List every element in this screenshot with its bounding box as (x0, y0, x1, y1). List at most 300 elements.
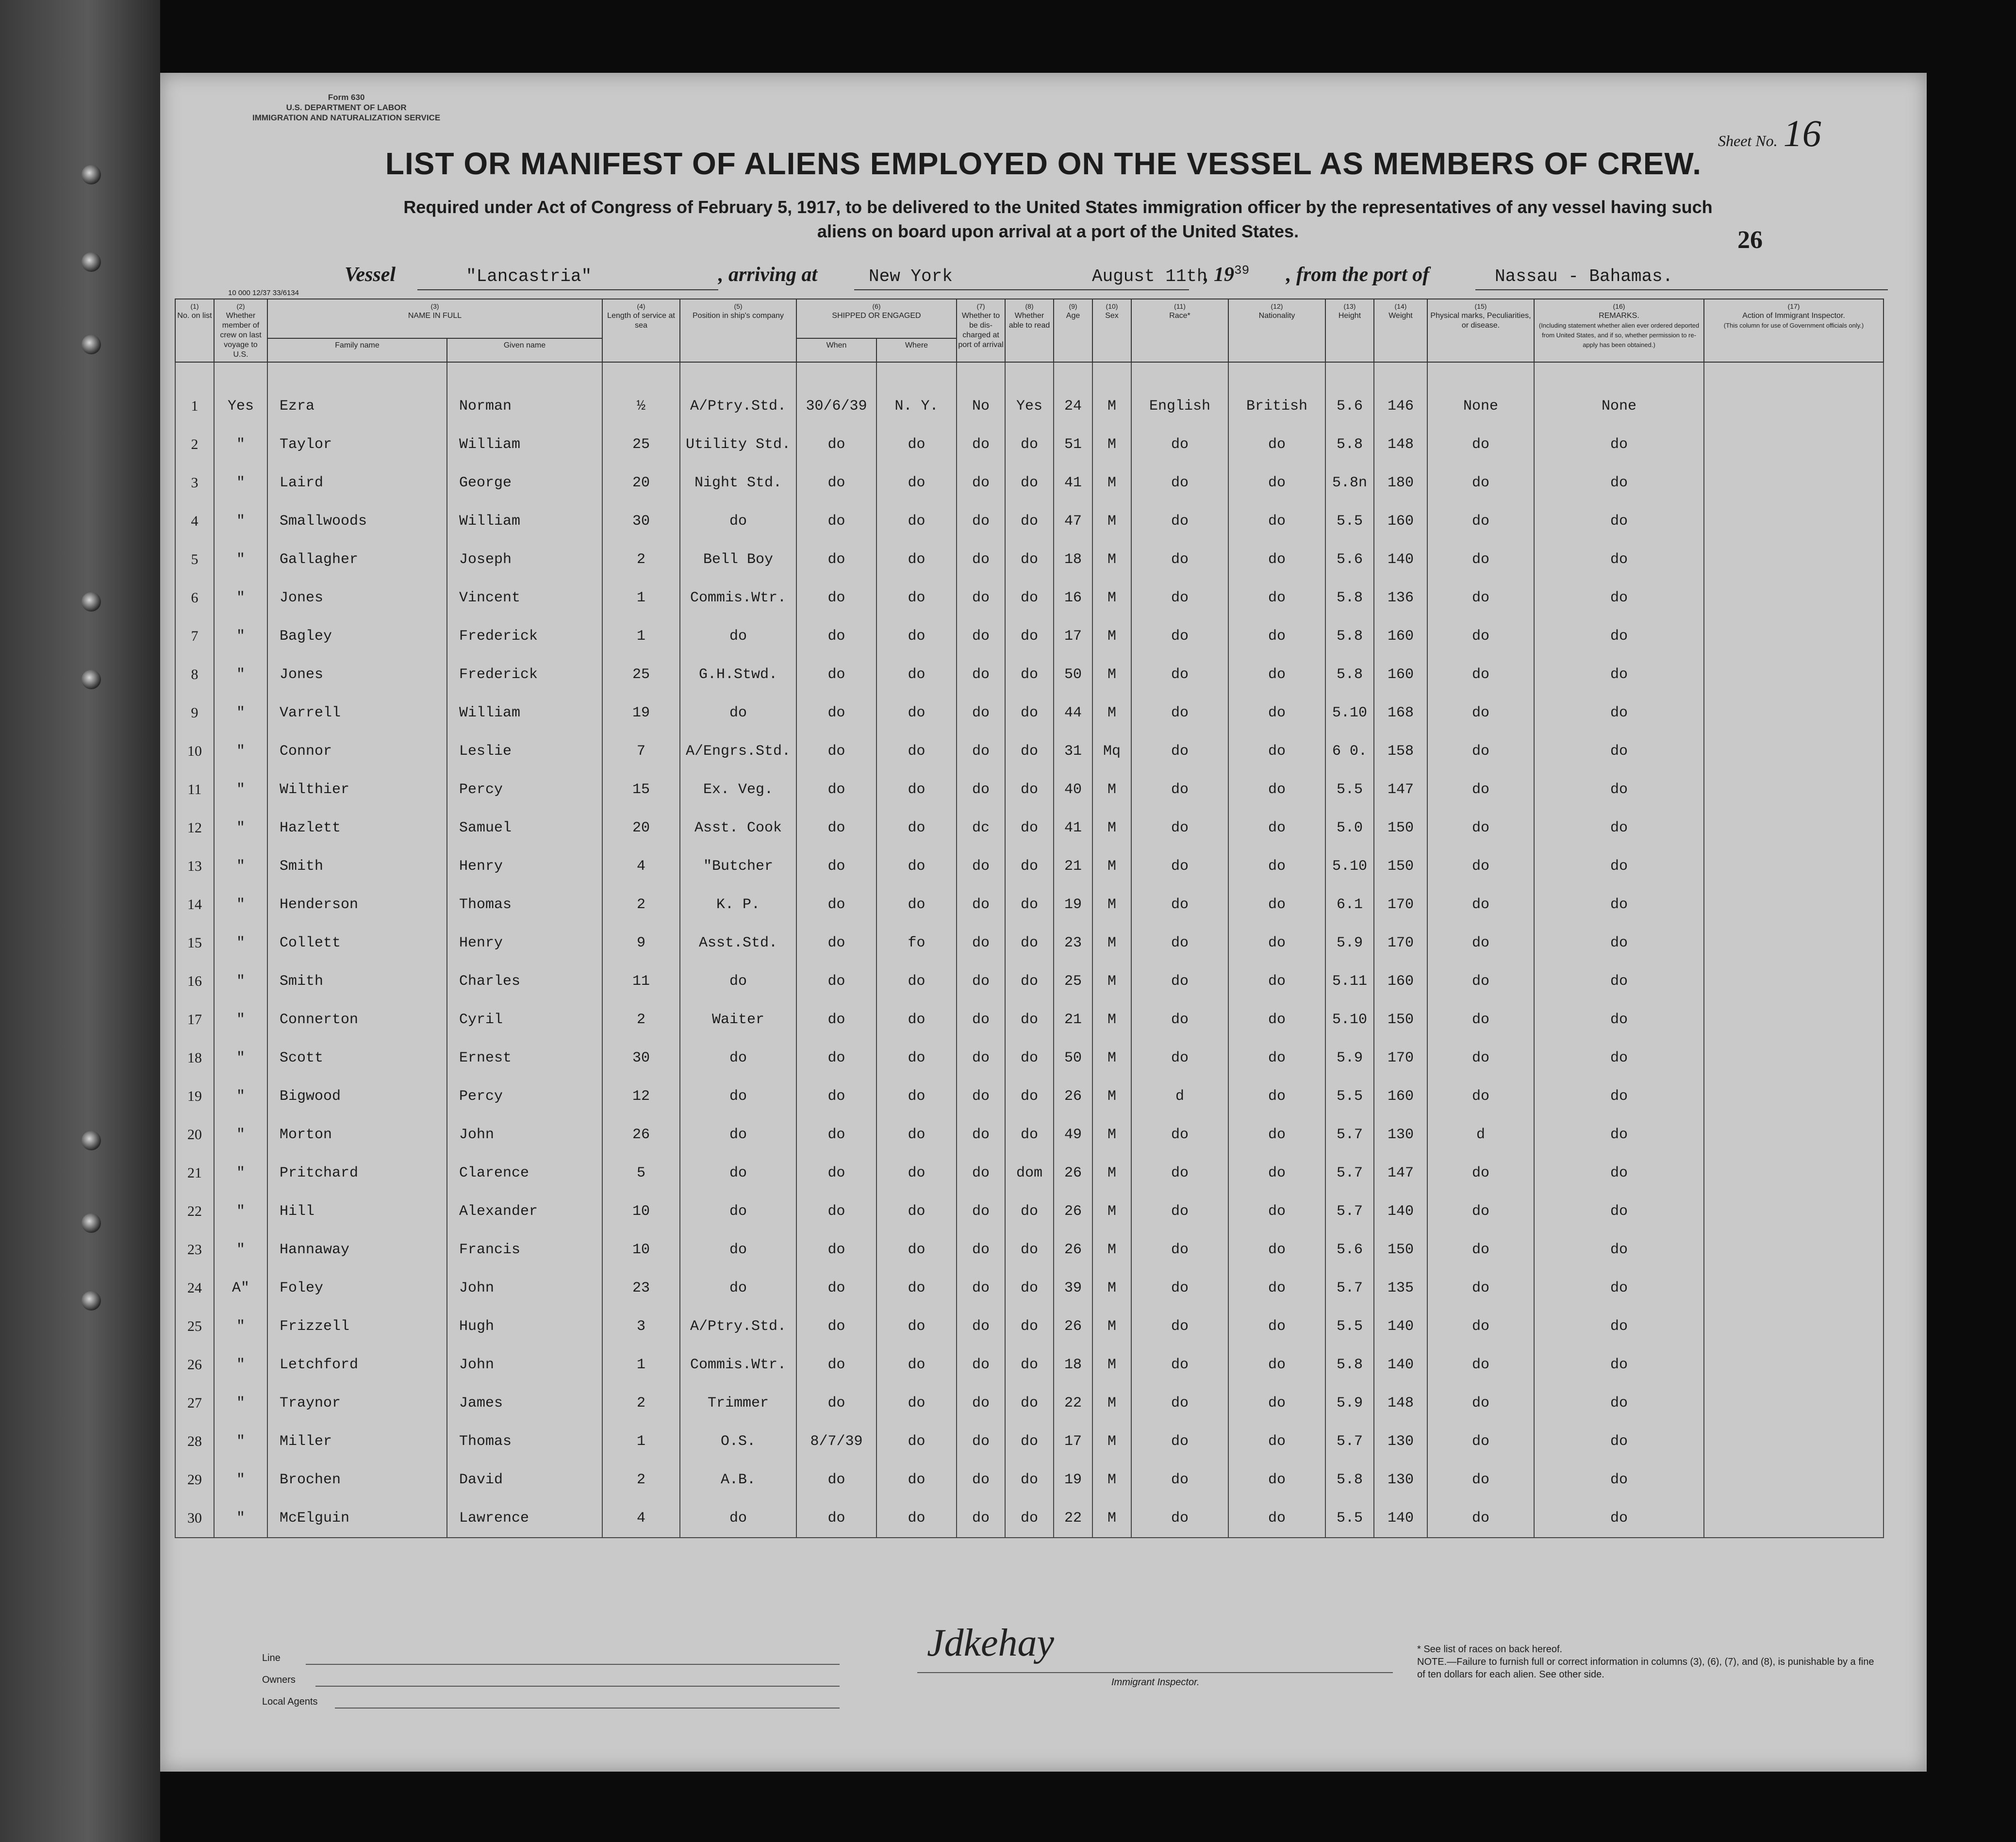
cell-sex: M (1092, 1422, 1131, 1460)
cell-inspector-action (1704, 770, 1884, 809)
cell-inspector-action (1704, 1115, 1884, 1154)
cell-nationality: do (1228, 1422, 1325, 1460)
subtitle-line-2: aliens on board upon arrival at a port of the United States. (817, 221, 1299, 241)
cell-given-name: William (447, 502, 602, 540)
cell-shipped-where: do (876, 1307, 957, 1345)
cell-nationality: do (1228, 770, 1325, 809)
cell-able-to-read: do (1005, 1384, 1054, 1422)
owners-label: Owners (262, 1675, 296, 1685)
cell-inspector-action (1704, 1230, 1884, 1269)
cell-shipped-when: do (796, 617, 876, 655)
cell-inspector-action (1704, 1422, 1884, 1460)
cell-able-to-read: do (1005, 540, 1054, 579)
cell-height: 5.10 (1325, 1000, 1374, 1039)
cell-previous-voyage: " (214, 1460, 267, 1499)
cell-position: do (680, 502, 796, 540)
cell-physical-marks: do (1427, 847, 1534, 885)
cell-age: 22 (1054, 1499, 1092, 1538)
cell-weight: 160 (1374, 1077, 1427, 1115)
cell-family-name: McElguin (267, 1499, 447, 1538)
cell-position: Ex. Veg. (680, 770, 796, 809)
cell-height: 5.7 (1325, 1422, 1374, 1460)
cell-given-name: John (447, 1115, 602, 1154)
cell-given-name: Hugh (447, 1307, 602, 1345)
cell-weight: 150 (1374, 847, 1427, 885)
cell-weight: 146 (1374, 387, 1427, 425)
cell-nationality: do (1228, 655, 1325, 694)
cell-position: O.S. (680, 1422, 796, 1460)
cell-row-number: 21 (175, 1154, 214, 1192)
cell-nationality: do (1228, 1230, 1325, 1269)
cell-able-to-read: do (1005, 579, 1054, 617)
col-header-discharged: (7) Whether to be dis-charged at port of arrival (957, 299, 1005, 362)
cell-physical-marks: do (1427, 464, 1534, 502)
cell-sex: M (1092, 924, 1131, 962)
cell-shipped-when: do (796, 1039, 876, 1077)
cell-remarks: do (1534, 1192, 1704, 1230)
cell-given-name: Francis (447, 1230, 602, 1269)
cell-sex: M (1092, 1345, 1131, 1384)
cell-given-name: Thomas (447, 885, 602, 924)
cell-shipped-when: do (796, 924, 876, 962)
cell-physical-marks: do (1427, 1269, 1534, 1307)
cell-sex: Mq (1092, 732, 1131, 770)
cell-service-length: 2 (602, 1000, 680, 1039)
cell-weight: 136 (1374, 579, 1427, 617)
cell-service-length: 23 (602, 1269, 680, 1307)
cell-given-name: Leslie (447, 732, 602, 770)
arrival-date: August 11th (1092, 266, 1207, 286)
cell-race: do (1131, 1384, 1228, 1422)
cell-previous-voyage: " (214, 1154, 267, 1192)
cell-height: 5.9 (1325, 924, 1374, 962)
cell-discharged: do (957, 962, 1005, 1000)
col-header-given-name: Given name (447, 338, 602, 362)
cell-nationality: do (1228, 694, 1325, 732)
cell-race: do (1131, 809, 1228, 847)
cell-sex: M (1092, 1269, 1131, 1307)
cell-position: Asst.Std. (680, 924, 796, 962)
cell-nationality: do (1228, 502, 1325, 540)
cell-row-number: 5 (175, 540, 214, 579)
cell-race: do (1131, 1460, 1228, 1499)
cell-weight: 135 (1374, 1269, 1427, 1307)
cell-family-name: Hill (267, 1192, 447, 1230)
cell-able-to-read: do (1005, 1499, 1054, 1538)
col-header-nationality: (12) Nationality (1228, 299, 1325, 362)
footnote-races: * See list of races on back hereof. (1417, 1644, 1563, 1655)
table-row (175, 617, 1884, 655)
binder-rivet (82, 335, 101, 354)
cell-previous-voyage: " (214, 694, 267, 732)
cell-race: do (1131, 1000, 1228, 1039)
cell-nationality: do (1228, 579, 1325, 617)
cell-remarks: do (1534, 540, 1704, 579)
cell-discharged: dc (957, 809, 1005, 847)
cell-discharged: do (957, 924, 1005, 962)
cell-race: do (1131, 617, 1228, 655)
cell-service-length: 2 (602, 1384, 680, 1422)
cell-discharged: do (957, 694, 1005, 732)
cell-race: English (1131, 387, 1228, 425)
cell-row-number: 30 (175, 1499, 214, 1538)
table-row (175, 540, 1884, 579)
table-row (175, 1154, 1884, 1192)
cell-discharged: do (957, 885, 1005, 924)
cell-age: 18 (1054, 540, 1092, 579)
cell-family-name: Smallwoods (267, 502, 447, 540)
cell-able-to-read: do (1005, 694, 1054, 732)
cell-previous-voyage: " (214, 540, 267, 579)
cell-remarks: None (1534, 387, 1704, 425)
col-header-height: (13) Height (1325, 299, 1374, 362)
cell-sex: M (1092, 847, 1131, 885)
cell-given-name: David (447, 1460, 602, 1499)
cell-able-to-read: do (1005, 1192, 1054, 1230)
cell-sex: M (1092, 1077, 1131, 1115)
cell-shipped-when: do (796, 1230, 876, 1269)
cell-nationality: do (1228, 1000, 1325, 1039)
inspector-label: Immigrant Inspector. (1111, 1677, 1200, 1688)
cell-shipped-where: do (876, 1039, 957, 1077)
cell-race: do (1131, 847, 1228, 885)
cell-position: Bell Boy (680, 540, 796, 579)
cell-nationality: do (1228, 809, 1325, 847)
cell-row-number: 23 (175, 1230, 214, 1269)
cell-position: Utility Std. (680, 425, 796, 464)
cell-shipped-where: do (876, 1192, 957, 1230)
cell-shipped-where: do (876, 1460, 957, 1499)
cell-weight: 150 (1374, 1230, 1427, 1269)
cell-race: do (1131, 885, 1228, 924)
cell-previous-voyage: " (214, 1192, 267, 1230)
cell-remarks: do (1534, 502, 1704, 540)
cell-service-length: 1 (602, 579, 680, 617)
cell-shipped-where: do (876, 962, 957, 1000)
cell-row-number: 14 (175, 885, 214, 924)
cell-height: 5.9 (1325, 1039, 1374, 1077)
cell-service-length: 2 (602, 1460, 680, 1499)
cell-row-number: 22 (175, 1192, 214, 1230)
col-header-sex: (10) Sex (1092, 299, 1131, 362)
cell-age: 26 (1054, 1192, 1092, 1230)
cell-age: 26 (1054, 1077, 1092, 1115)
table-row (175, 655, 1884, 694)
cell-discharged: do (957, 770, 1005, 809)
cell-nationality: do (1228, 1384, 1325, 1422)
cell-given-name: Ernest (447, 1039, 602, 1077)
cell-position: "Butcher (680, 847, 796, 885)
cell-shipped-when: do (796, 1345, 876, 1384)
cell-family-name: Miller (267, 1422, 447, 1460)
cell-family-name: Taylor (267, 425, 447, 464)
cell-discharged: do (957, 1460, 1005, 1499)
manifest-sheet (160, 73, 1927, 1772)
cell-remarks: do (1534, 694, 1704, 732)
cell-nationality: do (1228, 1460, 1325, 1499)
year-suffix: 39 (1234, 263, 1250, 278)
col-header-shipped: (6) SHIPPED OR ENGAGED (796, 299, 957, 338)
table-row (175, 1115, 1884, 1154)
table-row (175, 1384, 1884, 1422)
cell-shipped-where: do (876, 1269, 957, 1307)
cell-previous-voyage: " (214, 847, 267, 885)
header-row (175, 299, 1884, 338)
cell-able-to-read: do (1005, 1269, 1054, 1307)
cell-age: 23 (1054, 924, 1092, 962)
cell-remarks: do (1534, 732, 1704, 770)
cell-nationality: do (1228, 1307, 1325, 1345)
cell-position: A.B. (680, 1460, 796, 1499)
cell-service-length: ½ (602, 387, 680, 425)
cell-able-to-read: dom (1005, 1154, 1054, 1192)
cell-given-name: Norman (447, 387, 602, 425)
cell-shipped-where: do (876, 579, 957, 617)
cell-shipped-when: 8/7/39 (796, 1422, 876, 1460)
cell-inspector-action (1704, 425, 1884, 464)
cell-race: do (1131, 655, 1228, 694)
cell-inspector-action (1704, 962, 1884, 1000)
cell-sex: M (1092, 464, 1131, 502)
cell-weight: 148 (1374, 1384, 1427, 1422)
agents-rule (335, 1708, 840, 1709)
cell-discharged: do (957, 655, 1005, 694)
cell-height: 5.7 (1325, 1269, 1374, 1307)
cell-previous-voyage: Yes (214, 387, 267, 425)
cell-height: 5.5 (1325, 502, 1374, 540)
cell-race: do (1131, 770, 1228, 809)
cell-able-to-read: do (1005, 617, 1054, 655)
cell-sex: M (1092, 885, 1131, 924)
cell-family-name: Collett (267, 924, 447, 962)
page-title: LIST OR MANIFEST OF ALIENS EMPLOYED ON THE VESSEL AS MEMBERS OF CREW. (385, 146, 1702, 181)
binder-rivet (82, 1213, 101, 1233)
cell-inspector-action (1704, 1460, 1884, 1499)
cell-age: 22 (1054, 1384, 1092, 1422)
cell-row-number: 10 (175, 732, 214, 770)
table-row (175, 502, 1884, 540)
cell-height: 5.10 (1325, 694, 1374, 732)
cell-sex: M (1092, 1115, 1131, 1154)
cell-previous-voyage: " (214, 464, 267, 502)
cell-family-name: Henderson (267, 885, 447, 924)
cell-height: 5.5 (1325, 1499, 1374, 1538)
form-number: Form 630 (328, 93, 365, 102)
cell-inspector-action (1704, 847, 1884, 885)
cell-weight: 140 (1374, 1345, 1427, 1384)
cell-shipped-where: do (876, 809, 957, 847)
cell-position: A/Ptry.Std. (680, 387, 796, 425)
cell-discharged: do (957, 464, 1005, 502)
cell-nationality: do (1228, 1115, 1325, 1154)
cell-weight: 140 (1374, 1307, 1427, 1345)
cell-nationality: do (1228, 1499, 1325, 1538)
cell-shipped-where: do (876, 1154, 957, 1192)
cell-family-name: Smith (267, 847, 447, 885)
cell-weight: 170 (1374, 1039, 1427, 1077)
cell-discharged: do (957, 732, 1005, 770)
cell-nationality: do (1228, 1039, 1325, 1077)
cell-service-length: 2 (602, 885, 680, 924)
cell-weight: 158 (1374, 732, 1427, 770)
cell-able-to-read: do (1005, 885, 1054, 924)
cell-family-name: Foley (267, 1269, 447, 1307)
cell-able-to-read: do (1005, 770, 1054, 809)
cell-discharged: do (957, 1269, 1005, 1307)
cell-given-name: Henry (447, 847, 602, 885)
cell-discharged: do (957, 1499, 1005, 1538)
cell-family-name: Jones (267, 655, 447, 694)
cell-physical-marks: do (1427, 962, 1534, 1000)
vessel-line (194, 252, 1893, 291)
binder-rivet (82, 165, 101, 184)
cell-discharged: do (957, 1077, 1005, 1115)
cell-row-number: 15 (175, 924, 214, 962)
cell-remarks: do (1534, 425, 1704, 464)
cell-inspector-action (1704, 809, 1884, 847)
col-header-race: (11) Race* (1131, 299, 1228, 362)
cell-service-length: 2 (602, 540, 680, 579)
cell-remarks: do (1534, 1154, 1704, 1192)
cell-row-number: 9 (175, 694, 214, 732)
cell-able-to-read: do (1005, 732, 1054, 770)
cell-weight: 130 (1374, 1115, 1427, 1154)
cell-remarks: do (1534, 1345, 1704, 1384)
cell-previous-voyage: " (214, 655, 267, 694)
cell-inspector-action (1704, 732, 1884, 770)
cell-row-number: 20 (175, 1115, 214, 1154)
cell-able-to-read: do (1005, 962, 1054, 1000)
cell-family-name: Bigwood (267, 1077, 447, 1115)
cell-weight: 160 (1374, 617, 1427, 655)
cell-race: do (1131, 579, 1228, 617)
cell-discharged: do (957, 1230, 1005, 1269)
cell-able-to-read: do (1005, 1307, 1054, 1345)
line-label: Line (262, 1653, 281, 1663)
cell-service-length: 12 (602, 1077, 680, 1115)
cell-physical-marks: do (1427, 1039, 1534, 1077)
cell-row-number: 26 (175, 1345, 214, 1384)
cell-shipped-where: do (876, 885, 957, 924)
cell-given-name: Frederick (447, 655, 602, 694)
cell-position: Commis.Wtr. (680, 579, 796, 617)
cell-shipped-where: do (876, 1499, 957, 1538)
cell-race: do (1131, 540, 1228, 579)
cell-race: do (1131, 962, 1228, 1000)
cell-position: do (680, 1499, 796, 1538)
cell-nationality: British (1228, 387, 1325, 425)
cell-discharged: No (957, 387, 1005, 425)
cell-shipped-when: do (796, 770, 876, 809)
cell-position: do (680, 694, 796, 732)
cell-shipped-when: do (796, 1460, 876, 1499)
cell-family-name: Wilthier (267, 770, 447, 809)
col-header-previous-voyage: (2) Whether member of crew on last voyage to U.S. (214, 299, 267, 362)
table-row (175, 924, 1884, 962)
cell-race: do (1131, 1154, 1228, 1192)
cell-shipped-when: do (796, 1000, 876, 1039)
cell-shipped-when: do (796, 579, 876, 617)
cell-inspector-action (1704, 502, 1884, 540)
col-header-read: (8) Whether able to read (1005, 299, 1054, 362)
cell-height: 5.5 (1325, 770, 1374, 809)
cell-able-to-read: do (1005, 809, 1054, 847)
cell-nationality: do (1228, 885, 1325, 924)
cell-height: 5.6 (1325, 1230, 1374, 1269)
cell-shipped-where: N. Y. (876, 387, 957, 425)
table-row (175, 1422, 1884, 1460)
cell-given-name: Cyril (447, 1000, 602, 1039)
cell-height: 5.11 (1325, 962, 1374, 1000)
cell-height: 5.6 (1325, 540, 1374, 579)
cell-family-name: Jones (267, 579, 447, 617)
cell-age: 25 (1054, 962, 1092, 1000)
cell-shipped-when: do (796, 1192, 876, 1230)
cell-row-number: 13 (175, 847, 214, 885)
cell-position: A/Engrs.Std. (680, 732, 796, 770)
cell-able-to-read: do (1005, 1115, 1054, 1154)
cell-row-number: 6 (175, 579, 214, 617)
cell-previous-voyage: " (214, 502, 267, 540)
cell-given-name: Percy (447, 1077, 602, 1115)
cell-shipped-where: fo (876, 924, 957, 962)
cell-inspector-action (1704, 1000, 1884, 1039)
from-port: Nassau - Bahamas. (1495, 266, 1673, 286)
table-row (175, 809, 1884, 847)
cell-discharged: do (957, 579, 1005, 617)
cell-inspector-action (1704, 387, 1884, 425)
cell-service-length: 20 (602, 464, 680, 502)
cell-given-name: James (447, 1384, 602, 1422)
cell-service-length: 25 (602, 655, 680, 694)
cell-physical-marks: d (1427, 1115, 1534, 1154)
cell-previous-voyage: " (214, 962, 267, 1000)
cell-position: do (680, 1154, 796, 1192)
cell-row-number: 11 (175, 770, 214, 809)
cell-nationality: do (1228, 847, 1325, 885)
cell-sex: M (1092, 962, 1131, 1000)
cell-family-name: Ezra (267, 387, 447, 425)
cell-family-name: Laird (267, 464, 447, 502)
cell-weight: 180 (1374, 464, 1427, 502)
form-header (252, 92, 440, 123)
vessel-name: "Lancastria" (466, 266, 592, 286)
cell-age: 41 (1054, 809, 1092, 847)
cell-inspector-action (1704, 540, 1884, 579)
cell-service-length: 5 (602, 1154, 680, 1192)
cell-shipped-where: do (876, 694, 957, 732)
cell-able-to-read: do (1005, 1422, 1054, 1460)
cell-weight: 160 (1374, 655, 1427, 694)
cell-position: Night Std. (680, 464, 796, 502)
cell-height: 5.8 (1325, 617, 1374, 655)
cell-row-number: 27 (175, 1384, 214, 1422)
cell-service-length: 7 (602, 732, 680, 770)
cell-family-name: Brochen (267, 1460, 447, 1499)
cell-remarks: do (1534, 655, 1704, 694)
subtitle-line-1: Required under Act of Congress of February 5, 1917, to be delivered to the United States immigration officer by the representatives of any vessel having such (403, 197, 1713, 217)
cell-previous-voyage: " (214, 885, 267, 924)
cell-previous-voyage: " (214, 1000, 267, 1039)
cell-sex: M (1092, 1460, 1131, 1499)
cell-position: do (680, 617, 796, 655)
cell-family-name: Connerton (267, 1000, 447, 1039)
cell-height: 5.9 (1325, 1384, 1374, 1422)
cell-family-name: Connor (267, 732, 447, 770)
cell-age: 21 (1054, 1000, 1092, 1039)
cell-given-name: Percy (447, 770, 602, 809)
cell-age: 26 (1054, 1154, 1092, 1192)
